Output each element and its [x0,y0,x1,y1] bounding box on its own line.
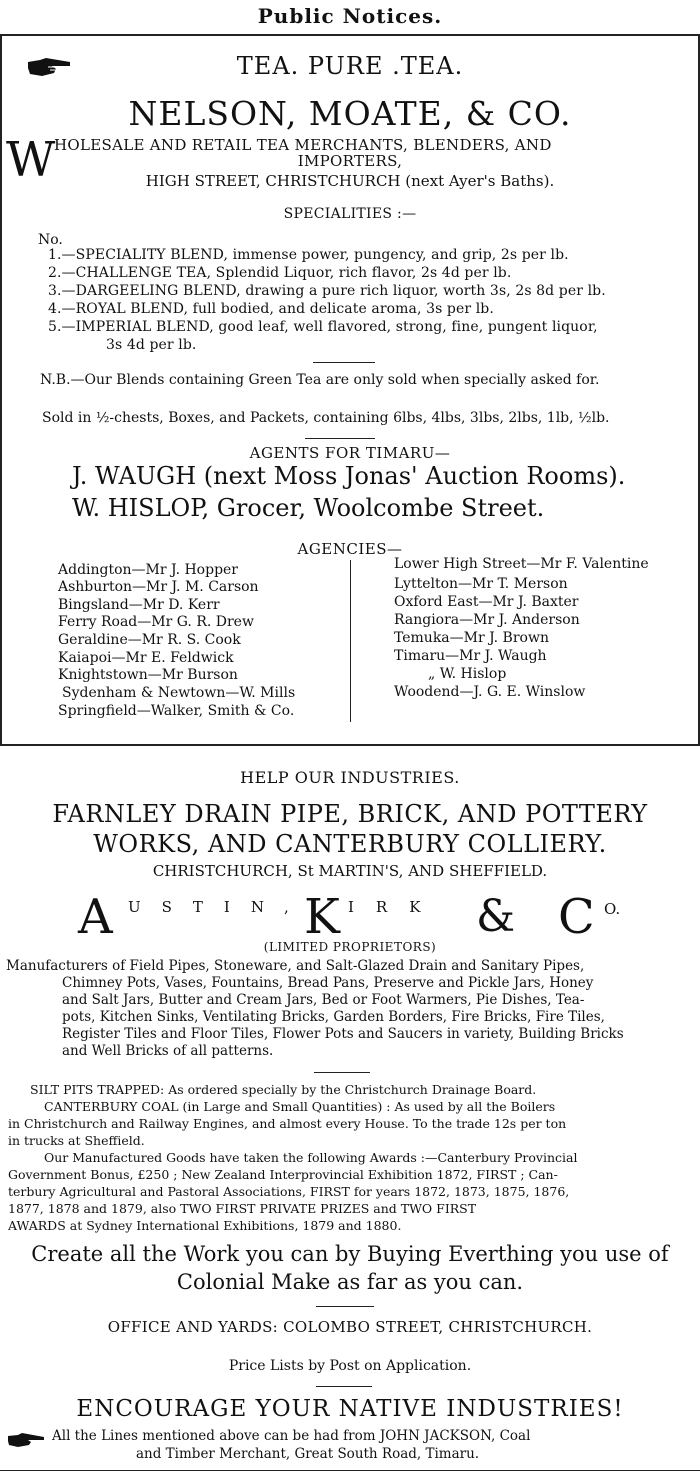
agency-left: Geraldine—Mr R. S. Cook [58,632,241,648]
tea-tagline: TEA. PURE .TEA. [236,52,464,80]
encourage-heading: ENCOURAGE YOUR NATIVE INDUSTRIES! [76,1396,624,1422]
agency-right: „ W. Hislop [428,666,507,682]
divider [316,1386,372,1387]
agencies-divider [350,560,351,722]
jackson-line-1: All the Lines mentioned above can be had from JOHN JACKSON, Coal [52,1428,531,1444]
address-line: HIGH STREET, CHRISTCHURCH (next Ayer's Baths). [145,172,555,190]
divider [305,438,375,439]
divider [314,1072,370,1073]
agency-left: Knightstown—Mr Burson [58,667,238,683]
products-line: and Well Bricks of all patterns. [62,1043,274,1059]
no-label: No. [38,232,63,248]
austin-initial: A [78,889,113,945]
products-line: and Salt Jars, Butter and Cream Jars, Bed or Foot Warmers, Pie Dishes, Tea- [62,992,585,1008]
products-line: Chimney Pots, Vases, Fountains, Bread Pans, Preserve and Pickle Jars, Honey [62,975,594,991]
body-line: 1877, 1878 and 1879, also TWO FIRST PRIVATE PRIZES and TWO FIRST [8,1201,477,1216]
agents-heading: AGENTS FOR TIMARU— [249,444,451,462]
left-border [0,34,2,746]
specialities-heading: SPECIALITIES :— [283,206,417,222]
agency-right: Timaru—Mr J. Waugh [394,648,547,664]
sold-in-note: Sold in ½-chests, Boxes, and Packets, containing 6lbs, 4lbs, 3lbs, 2lbs, 1lb, ½lb. [42,410,610,426]
section-rule [0,744,700,746]
office-line: OFFICE AND YARDS: COLOMBO STREET, CHRISTCHURCH. [107,1318,593,1336]
works-line-2: WORKS, AND CANTERBURY COLLIERY. [93,830,607,858]
products-line: pots, Kitchen Sinks, Ventilating Bricks, Garden Borders, Fire Bricks, Fire Tiles, [62,1009,605,1025]
create-line-2: Colonial Make as far as you can. [176,1270,524,1294]
agency-right: Rangiora—Mr J. Anderson [394,612,580,628]
kirk-rest: IRK [348,898,443,916]
body-line: AWARDS at Sydney International Exhibitions, 1879 and 1880. [8,1218,402,1233]
agency-right: Temuka—Mr J. Brown [394,630,549,646]
agent-waugh: J. WAUGH (next Moss Jonas' Auction Rooms). [72,462,626,490]
agency-right: Woodend—J. G. E. Winslow [394,684,586,700]
tea-item: 4.—ROYAL BLEND, full bodied, and delicate aroma, 3s per lb. [48,301,494,317]
places-line: CHRISTCHURCH, St MARTIN'S, AND SHEFFIELD. [152,862,548,880]
agency-left: Ferry Road—Mr G. R. Drew [58,614,254,630]
body-line: SILT PITS TRAPPED: As ordered specially by the Christchurch Drainage Board. [30,1082,537,1097]
body-line: in trucks at Sheffield. [8,1133,145,1148]
body-line: CANTERBURY COAL (in Large and Small Quantities) : As used by all the Boilers [44,1099,556,1114]
divider [313,362,375,363]
products-line: Register Tiles and Floor Tiles, Flower Pots and Saucers in variety, Building Bricks [62,1026,624,1042]
divider [316,1306,374,1307]
price-lists: Price Lists by Post on Application. [228,1358,472,1374]
agency-right: Lower High Street—Mr F. Valentine [394,556,649,572]
agency-right: Oxford East—Mr J. Baxter [394,594,579,610]
jackson-line-2: and Timber Merchant, Great South Road, Timaru. [136,1446,480,1462]
create-line-1: Create all the Work you can by Buying Everthing you use of [31,1242,669,1266]
importers-line: IMPORTERS, [297,152,403,170]
products-line: Manufacturers of Field Pipes, Stoneware, and Salt-Glazed Drain and Sanitary Pipes, [6,958,585,974]
tea-item: 1.—SPECIALITY BLEND, immense power, pungency, and grip, 2s per lb. [48,247,569,263]
agency-left: Bingsland—Mr D. Kerr [58,597,220,613]
body-line: terbury Agricultural and Pastoral Associations, FIRST for years 1872, 1873, 1875, 1876, [8,1184,570,1199]
agency-left: Springfield—Walker, Smith & Co. [58,703,295,719]
nb-note: N.B.—Our Blends containing Green Tea are only sold when specially asked for. [40,372,600,388]
austin-rest: USTIN, [128,898,310,916]
tea-item: 3s 4d per lb. [106,337,197,353]
tea-item: 2.—CHALLENGE TEA, Splendid Liquor, rich flavor, 2s 4d per lb. [48,265,512,281]
kirk-initial: K [304,889,340,945]
ampersand: & [476,891,516,942]
co-rest: O. [604,900,621,918]
agency-left: Sydenham & Newtown—W. Mills [62,685,296,701]
proprietors: (LIMITED PROPRIETORS) [263,940,437,954]
works-line-1: FARNLEY DRAIN PIPE, BRICK, AND POTTERY [52,800,648,828]
agent-hislop: W. HISLOP, Grocer, Woolcombe Street. [72,494,545,522]
help-heading: HELP OUR INDUSTRIES. [240,768,460,787]
firm-name: NELSON, MOATE, & CO. [128,94,572,133]
wholesale-line: HOLESALE AND RETAIL TEA MERCHANTS, BLENDERS, AND [54,136,552,154]
drop-cap: W [6,132,56,188]
pointing-hand-icon [6,1432,46,1448]
agency-left: Ashburton—Mr J. M. Carson [58,579,259,595]
body-line: in Christchurch and Railway Engines, and almost every House. To the trade 12s per ton [8,1116,567,1131]
tea-item: 3.—DARGEELING BLEND, drawing a pure rich liquor, worth 3s, 2s 8d per lb. [48,283,606,299]
body-line: Our Manufactured Goods have taken the following Awards :—Canterbury Provincial [44,1150,578,1165]
body-line: Government Bonus, £250 ; New Zealand Interprovincial Exhibition 1872, FIRST ; Can- [8,1167,558,1182]
header-rule [0,34,700,36]
agencies-heading: AGENCIES— [297,540,403,558]
agency-left: Addington—Mr J. Hopper [58,562,239,578]
tea-item: 5.—IMPERIAL BLEND, good leaf, well flavored, strong, fine, pungent liquor, [48,319,598,335]
agency-right: Lyttelton—Mr T. Merson [394,576,568,592]
bottom-rule [0,1470,700,1471]
section-title: Public Notices. [257,4,443,28]
co-initial: C [558,889,595,945]
agency-left: Kaiapoi—Mr E. Feldwick [58,650,234,666]
